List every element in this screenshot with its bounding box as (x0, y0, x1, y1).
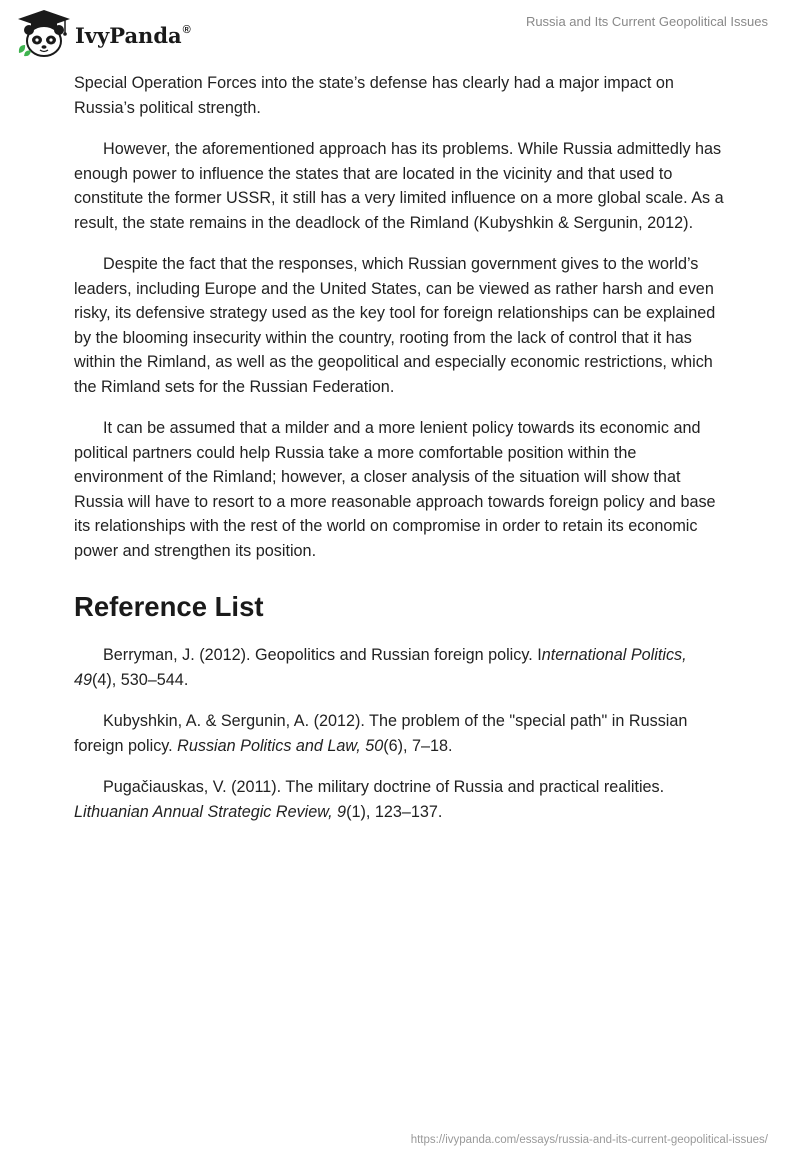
logo-wordmark: IvyPanda® (75, 22, 191, 48)
body-paragraph: However, the aforementioned approach has its problems. While Russia admittedly has enough power to influence the states that are located in the vicinity and that used to constitute the former USSR, it still has a very limited influence on a more global scale. As a result, the state remains in the deadlock of the Rimland (Kubyshkin & Sergunin, 2012). (74, 140, 724, 232)
body-paragraph: Special Operation Forces into the state’s defense has clearly had a major impact on Russia’s political strength. (74, 74, 674, 117)
reference-item: Kubyshkin, A. & Sergunin, A. (2012). The problem of the "special path" in Russian foreign policy. Russian Politics and Law, 50(6), 7–18. (74, 712, 688, 755)
page-header (0, 0, 800, 64)
reference-list-heading: Reference List (74, 591, 264, 622)
reference-item: Pugačiauskas, V. (2011). The military doctrine of Russia and practical realities. Lithuanian Annual Strategic Review, 9(1), 123–137. (74, 778, 665, 821)
body-paragraph: It can be assumed that a milder and a more lenient policy towards its economic and political partners could help Russia take a more comfortable position within the environment of the Rimland; however, a closer analysis of the situation will show that Russia will have to resort to a more reasonable approach towards foreign policy and base its relationships with the rest of the world on compromise in order to retain its economic power and strengthen its position. (74, 419, 716, 560)
document-title: Russia and Its Current Geopolitical Issues (525, 14, 768, 29)
essay-content (74, 71, 726, 841)
reference-item: Berryman, J. (2012). Geopolitics and Russian foreign policy. International Politics, 49(4), 530–544. (74, 646, 687, 689)
source-url-link[interactable]: https://ivypanda.com/essays/russia-and-its-current-geopolitical-issues/ (410, 1134, 768, 1146)
body-paragraph: Despite the fact that the responses, which Russian government gives to the world’s leaders, including Europe and the United States, can be viewed as rather harsh and even risky, its defensive strategy used as the key tool for foreign relationships can be explained by the blooming insecurity within the country, rooting from the lack of control that it has within the Rimland, as well as the geopolitical and especially economic restrictions, which the Rimland sets for the Russian Federation. (74, 255, 716, 396)
ivypanda-logo[interactable] (15, 9, 195, 59)
panda-graduate-icon (15, 9, 73, 59)
